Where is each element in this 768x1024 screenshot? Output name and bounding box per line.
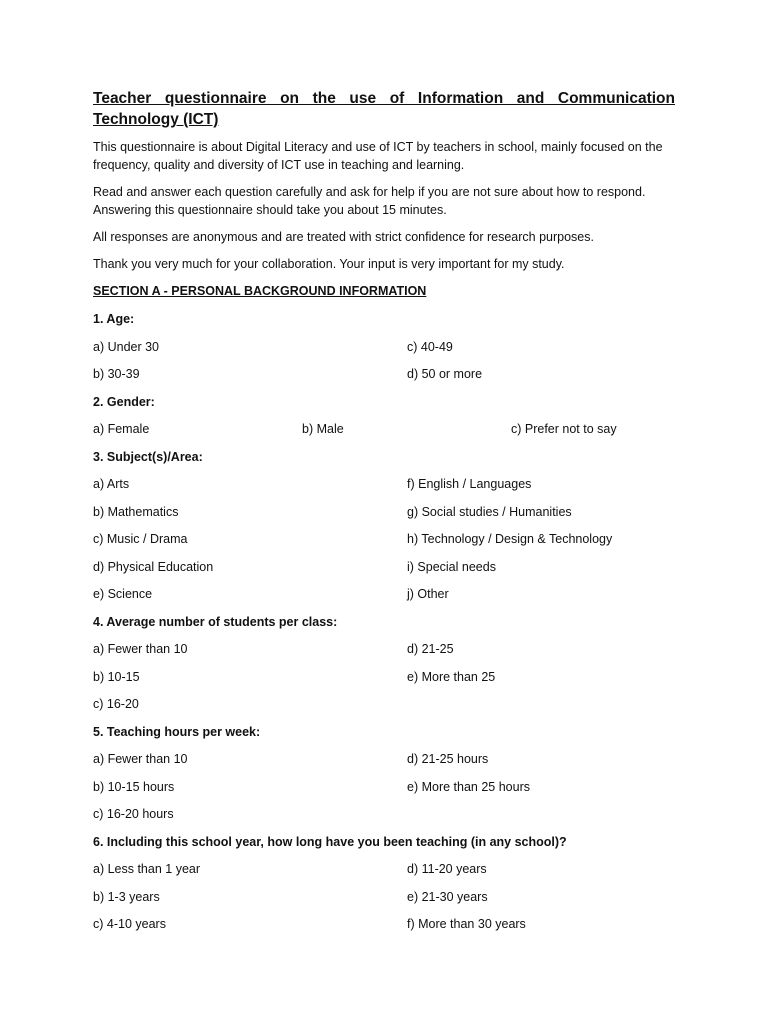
option-row — [93, 778, 675, 796]
intro-paragraph-1: This questionnaire is about Digital Literacy and use of ICT by teachers in school, mainly focused on the frequency, quality and diversity of ICT use in teaching and learning. — [93, 140, 663, 172]
option-hours-21-25[interactable]: d) 21-25 hours — [407, 752, 489, 766]
option-row — [93, 860, 675, 878]
question-age: 1. Age: — [93, 312, 135, 326]
option-row — [93, 668, 675, 686]
option-subject-special-needs[interactable]: i) Special needs — [407, 559, 496, 574]
option-gender-prefer-not-to-say[interactable]: c) Prefer not to say — [511, 422, 617, 436]
option-experience-less-than-1[interactable]: a) Less than 1 year — [93, 862, 201, 876]
option-row — [93, 503, 675, 521]
option-row — [93, 805, 675, 823]
option-row — [93, 558, 675, 576]
option-row — [93, 915, 675, 933]
option-age-30-39[interactable]: b) 30-39 — [93, 367, 140, 381]
option-gender-female[interactable]: a) Female — [93, 422, 150, 436]
option-gender-male[interactable]: b) Male — [302, 422, 344, 436]
option-row — [93, 420, 675, 438]
question-teaching-experience: 6. Including this school year, how long have you been teaching (in any school)? — [93, 834, 567, 849]
option-experience-11-20[interactable]: d) 11-20 years — [407, 862, 487, 876]
option-subject-physical-education[interactable]: d) Physical Education — [93, 559, 214, 574]
question-subject-area: 3. Subject(s)/Area: — [93, 449, 203, 464]
option-row — [93, 750, 675, 768]
option-subject-technology[interactable]: h) Technology / Design & Technology — [407, 532, 613, 546]
question-students-per-class: 4. Average number of students per class: — [93, 614, 338, 629]
option-age-40-49[interactable]: c) 40-49 — [407, 339, 453, 354]
question-teaching-hours: 5. Teaching hours per week: — [93, 724, 261, 739]
intro-paragraph-4: Thank you very much for your collaboration. Your input is very important for my study. — [93, 257, 565, 271]
option-row — [93, 888, 675, 906]
option-class-more-than-25[interactable]: e) More than 25 — [407, 669, 496, 684]
option-row — [93, 530, 675, 548]
option-subject-english[interactable]: f) English / Languages — [407, 477, 532, 491]
option-row — [93, 585, 675, 603]
option-age-under-30[interactable]: a) Under 30 — [93, 339, 160, 354]
option-experience-4-10[interactable]: c) 4-10 years — [93, 917, 166, 931]
option-class-21-25[interactable]: d) 21-25 — [407, 642, 454, 656]
option-hours-10-15[interactable]: b) 10-15 hours — [93, 779, 175, 794]
option-subject-mathematics[interactable]: b) Mathematics — [93, 504, 179, 519]
document-title: Teacher questionnaire on the use of Information and Communication Technology (ICT) — [93, 90, 675, 128]
option-subject-music-drama[interactable]: c) Music / Drama — [93, 532, 188, 546]
option-class-16-20[interactable]: c) 16-20 — [93, 697, 139, 711]
option-age-50-or-more[interactable]: d) 50 or more — [407, 367, 483, 381]
option-row — [93, 640, 675, 658]
option-experience-1-3[interactable]: b) 1-3 years — [93, 889, 160, 904]
option-experience-more-than-30[interactable]: f) More than 30 years — [407, 917, 526, 931]
intro-paragraph-3: All responses are anonymous and are treated with strict confidence for research purposes. — [93, 230, 594, 244]
option-subject-other[interactable]: j) Other — [407, 587, 449, 601]
questionnaire-page — [93, 88, 675, 943]
option-hours-fewer-than-10[interactable]: a) Fewer than 10 — [93, 752, 188, 766]
option-row — [93, 365, 675, 383]
option-subject-social-studies[interactable]: g) Social studies / Humanities — [407, 504, 572, 519]
option-hours-more-than-25[interactable]: e) More than 25 hours — [407, 779, 530, 794]
option-subject-arts[interactable]: a) Arts — [93, 477, 130, 491]
question-gender: 2. Gender: — [93, 394, 155, 409]
section-a-heading: SECTION A - PERSONAL BACKGROUND INFORMATION — [93, 284, 427, 298]
option-class-fewer-than-10[interactable]: a) Fewer than 10 — [93, 642, 188, 656]
option-hours-16-20[interactable]: c) 16-20 hours — [93, 807, 174, 821]
option-row — [93, 475, 675, 493]
option-class-10-15[interactable]: b) 10-15 — [93, 669, 140, 684]
option-row — [93, 695, 675, 713]
option-experience-21-30[interactable]: e) 21-30 years — [407, 889, 488, 904]
intro-paragraph-2: Read and answer each question carefully and ask for help if you are not sure about how to respond. Answering this questionnaire should take you about 15 minutes. — [93, 185, 646, 217]
option-row — [93, 338, 675, 356]
option-subject-science[interactable]: e) Science — [93, 587, 153, 601]
